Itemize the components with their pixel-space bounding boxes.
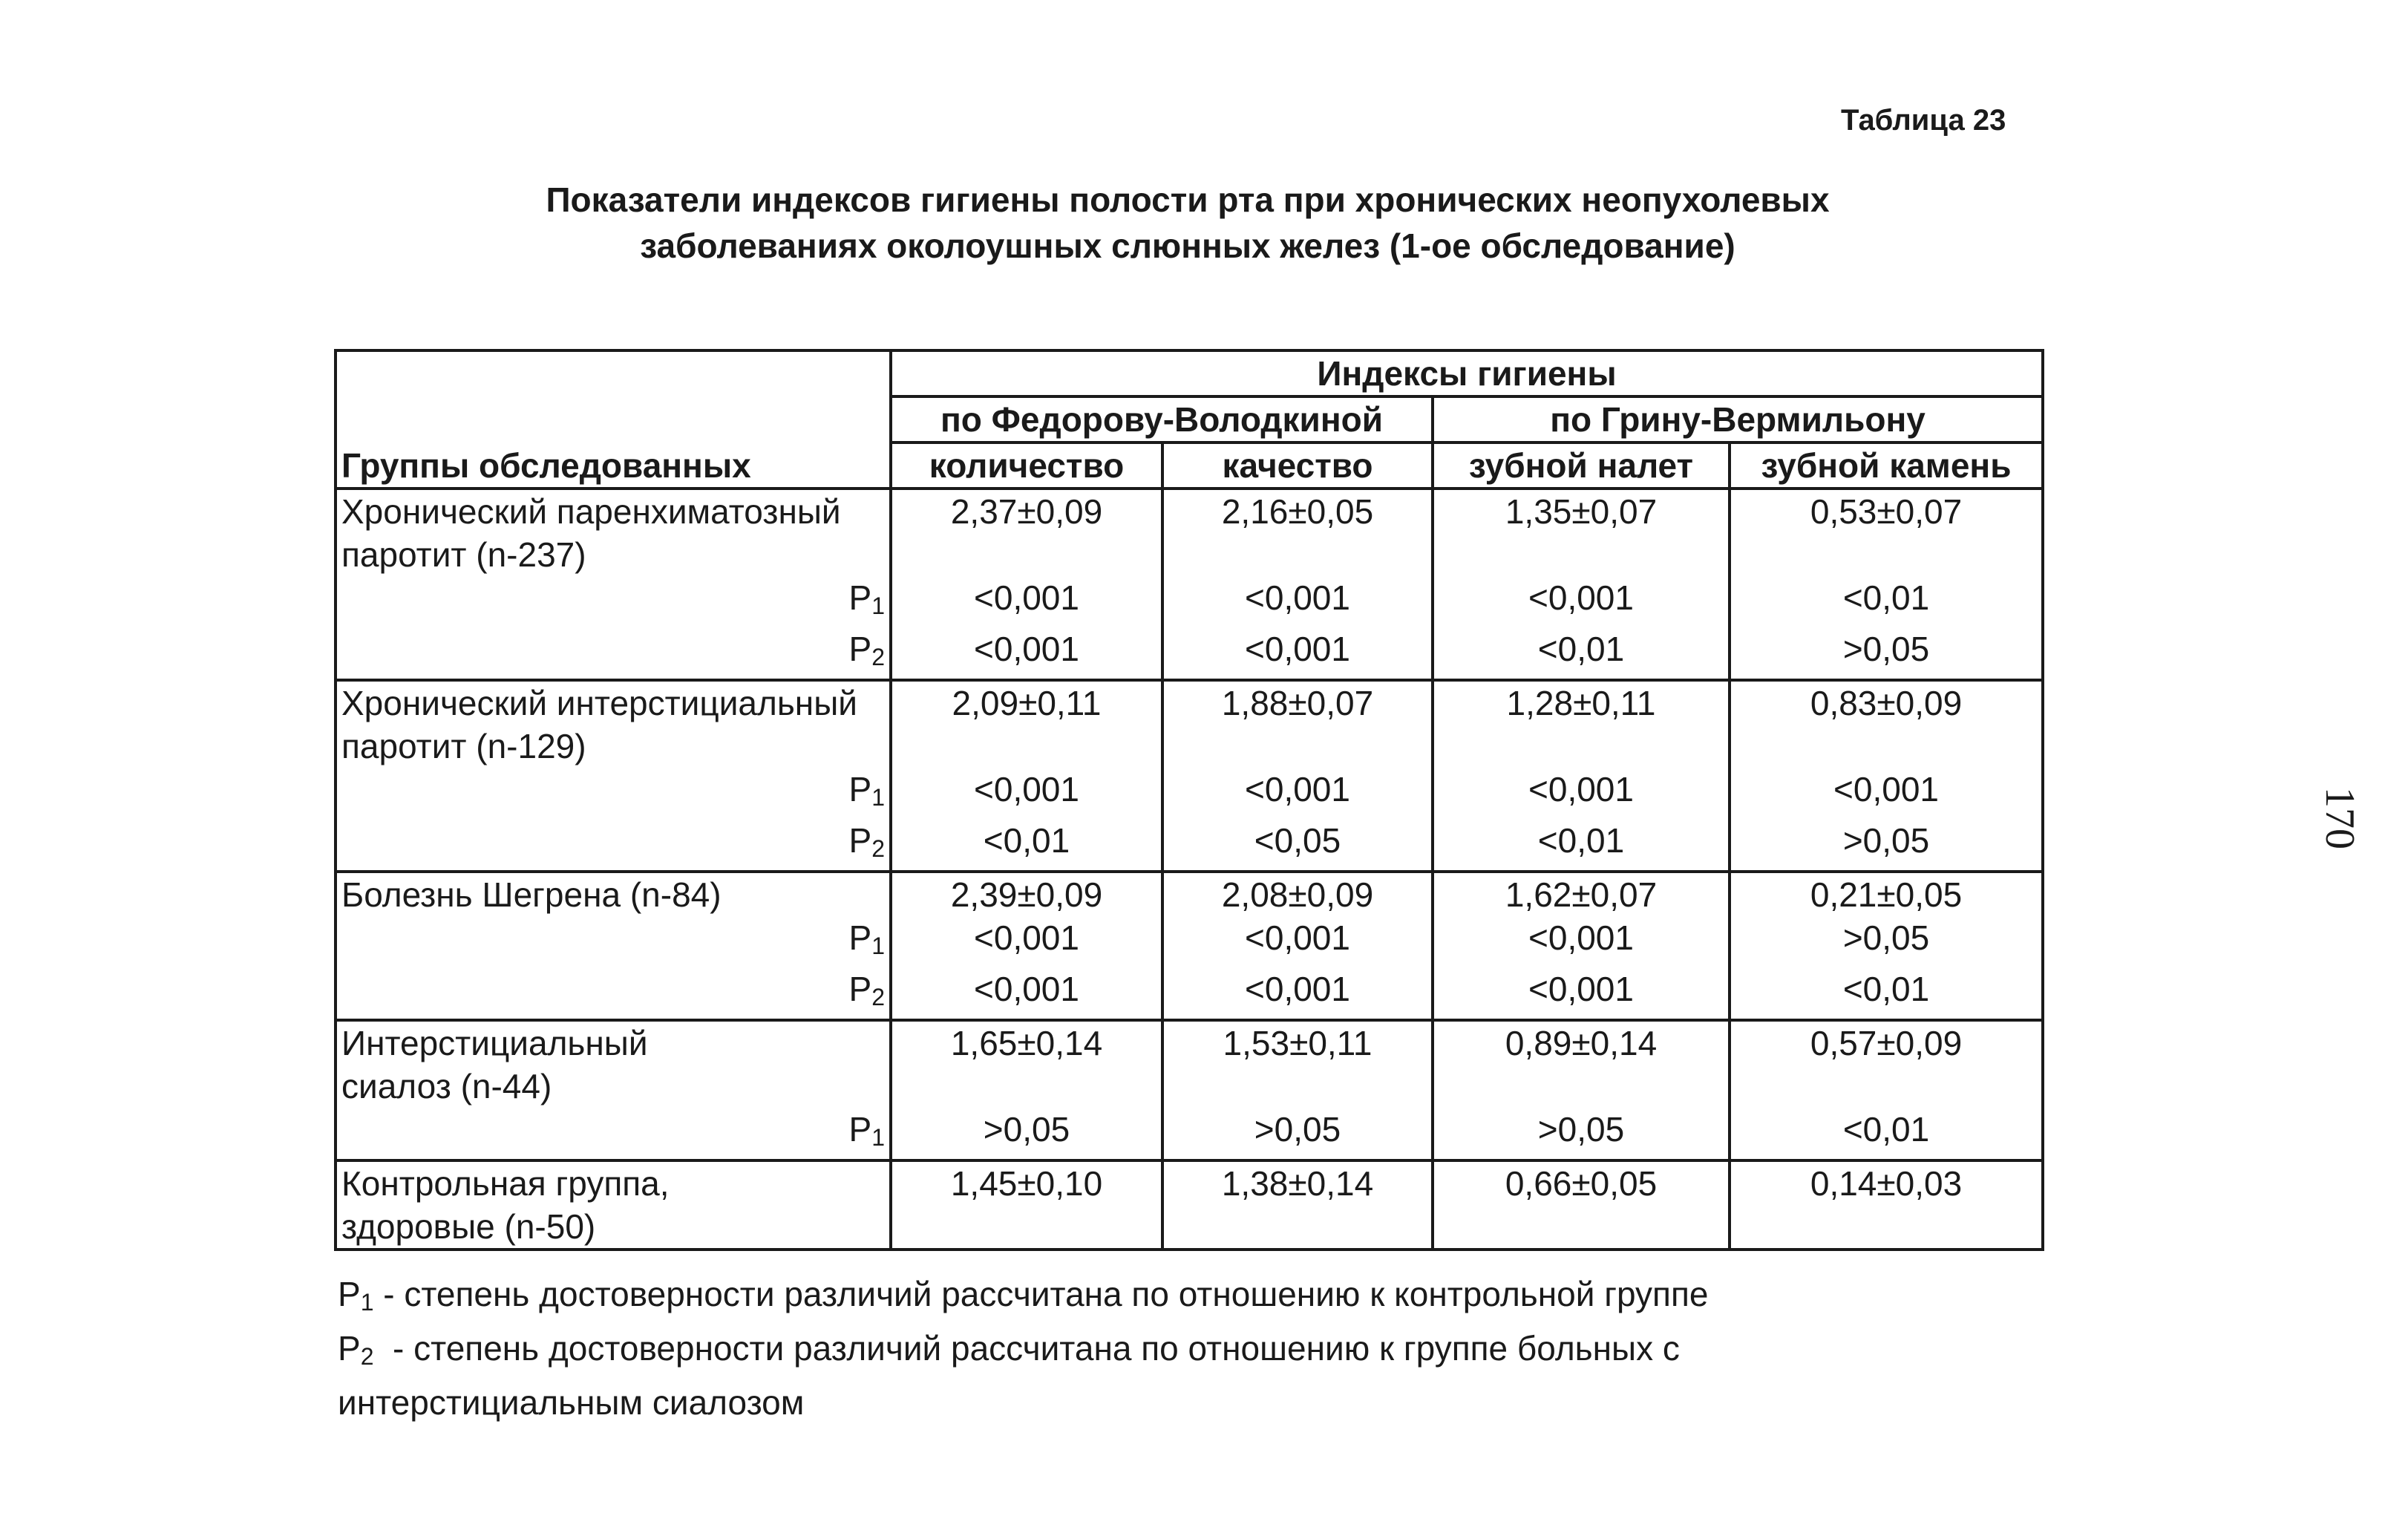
table-row: [336, 533, 2043, 576]
p2-label: Р2: [336, 627, 891, 680]
p1-cell: <0,001: [891, 768, 1162, 819]
value-cell: 0,57±0,09: [1730, 1020, 2043, 1065]
value-cell: 1,88±0,07: [1162, 680, 1433, 725]
p1-footnote: Р1 - степень достоверности различий рассчитана по отношению к контрольной группе: [338, 1275, 1709, 1316]
page-number: 170: [2317, 787, 2363, 849]
p1-cell: <0,001: [1162, 576, 1433, 627]
p2-cell: <0,001: [1433, 967, 1730, 1020]
p2-cell: >0,05: [1730, 819, 2043, 872]
p2-cell: <0,01: [1433, 627, 1730, 680]
p2-cell: <0,05: [1162, 819, 1433, 872]
p2-cell: <0,01: [891, 819, 1162, 872]
table-row: [336, 1020, 2043, 1065]
group-name: Хронический интерстициальный: [336, 680, 891, 725]
p2-cell: <0,01: [1433, 819, 1730, 872]
p1-label: Р1: [336, 916, 891, 967]
table-row: [336, 1205, 2043, 1250]
value-cell: 2,08±0,09: [1162, 872, 1433, 916]
p1-cell: <0,001: [891, 576, 1162, 627]
value-cell: 1,35±0,07: [1433, 489, 1730, 533]
table-row: [336, 489, 2043, 533]
p1-cell: >0,05: [1162, 1108, 1433, 1160]
p1-label: Р1: [336, 576, 891, 627]
value-cell: 1,45±0,10: [891, 1160, 1162, 1205]
quality-column-header: качество: [1162, 442, 1433, 489]
value-cell: 2,39±0,09: [891, 872, 1162, 916]
p2-label: Р2: [336, 819, 891, 872]
value-cell: 0,89±0,14: [1433, 1020, 1730, 1065]
plaque-column-header: зубной налет: [1433, 442, 1730, 489]
value-cell: 1,38±0,14: [1162, 1160, 1433, 1205]
value-cell: 2,09±0,11: [891, 680, 1162, 725]
value-cell: 1,65±0,14: [891, 1020, 1162, 1065]
p2-footnote-continued: интерстициальным сиалозом: [338, 1383, 805, 1422]
table-row: [336, 819, 2043, 872]
group-name: Интерстициальный: [336, 1020, 891, 1065]
p1-cell: >0,05: [1730, 916, 2043, 967]
calculus-column-header: зубной камень: [1730, 442, 2043, 489]
value-cell: 0,83±0,09: [1730, 680, 2043, 725]
p2-cell: <0,001: [891, 967, 1162, 1020]
table-row: [336, 627, 2043, 680]
p1-cell: <0,001: [1433, 916, 1730, 967]
p1-cell: <0,001: [1162, 916, 1433, 967]
value-cell: 0,53±0,07: [1730, 489, 2043, 533]
hygiene-index-table: [334, 349, 2044, 1251]
value-cell: 2,16±0,05: [1162, 489, 1433, 533]
table-row: [336, 680, 2043, 725]
table-row: [336, 916, 2043, 967]
group-name: Хронический паренхиматозный: [336, 489, 891, 533]
table-row: [336, 1160, 2043, 1205]
fedorov-volodkina-header: по Федорову-Володкиной: [891, 396, 1433, 442]
group-name: сиалоз (n-44): [336, 1065, 891, 1108]
p1-label: Р1: [336, 1108, 891, 1160]
table-number-label: Таблица 23: [1841, 104, 2006, 137]
p1-cell: <0,001: [1433, 576, 1730, 627]
table-row: [336, 967, 2043, 1020]
p2-cell: <0,001: [1162, 627, 1433, 680]
p1-cell: >0,05: [891, 1108, 1162, 1160]
p2-cell: >0,05: [1730, 627, 2043, 680]
hygiene-indices-header: Индексы гигиены: [891, 350, 2043, 396]
p2-cell: <0,001: [1162, 967, 1433, 1020]
value-cell: 2,37±0,09: [891, 489, 1162, 533]
p2-cell: <0,01: [1730, 967, 2043, 1020]
p1-cell: <0,001: [1162, 768, 1433, 819]
footnotes: [338, 1271, 1708, 1425]
group-name: Контрольная группа,: [336, 1160, 891, 1205]
p1-cell: <0,01: [1730, 576, 2043, 627]
table-title-line-1: Показатели индексов гигиены полости рта при хронических неопухолевых: [546, 180, 1830, 219]
table-row: [336, 725, 2043, 768]
p1-cell: <0,001: [1433, 768, 1730, 819]
group-name: Болезнь Шегрена (n-84): [336, 872, 891, 916]
value-cell: 0,14±0,03: [1730, 1160, 2043, 1205]
quantity-column-header: количество: [891, 442, 1162, 489]
table-row: [336, 1065, 2043, 1108]
p1-cell: <0,001: [891, 916, 1162, 967]
value-cell: 1,62±0,07: [1433, 872, 1730, 916]
p1-cell: >0,05: [1433, 1108, 1730, 1160]
p1-cell: <0,001: [1730, 768, 2043, 819]
table-title: [445, 177, 1930, 269]
value-cell: 1,28±0,11: [1433, 680, 1730, 725]
group-name: здоровые (n-50): [336, 1205, 891, 1250]
p2-label: Р2: [336, 967, 891, 1020]
table-row: [336, 576, 2043, 627]
green-vermillion-header: по Грину-Вермильону: [1433, 396, 2043, 442]
value-cell: 0,66±0,05: [1433, 1160, 1730, 1205]
p2-cell: <0,001: [891, 627, 1162, 680]
value-cell: 0,21±0,05: [1730, 872, 2043, 916]
value-cell: 1,53±0,11: [1162, 1020, 1433, 1065]
p1-label: Р1: [336, 768, 891, 819]
table-title-line-2: заболеваниях околоушных слюнных желез (1-ое обследование): [640, 226, 1735, 265]
group-name: паротит (n-237): [336, 533, 891, 576]
table-row: [336, 1108, 2043, 1160]
group-name: паротит (n-129): [336, 725, 891, 768]
table-row: [336, 872, 2043, 916]
groups-column-header: Группы обследованных: [336, 350, 891, 489]
p2-footnote: Р2 - степень достоверности различий рассчитана по отношению к группе больных с: [338, 1329, 1680, 1370]
p1-cell: <0,01: [1730, 1108, 2043, 1160]
table-row: [336, 768, 2043, 819]
